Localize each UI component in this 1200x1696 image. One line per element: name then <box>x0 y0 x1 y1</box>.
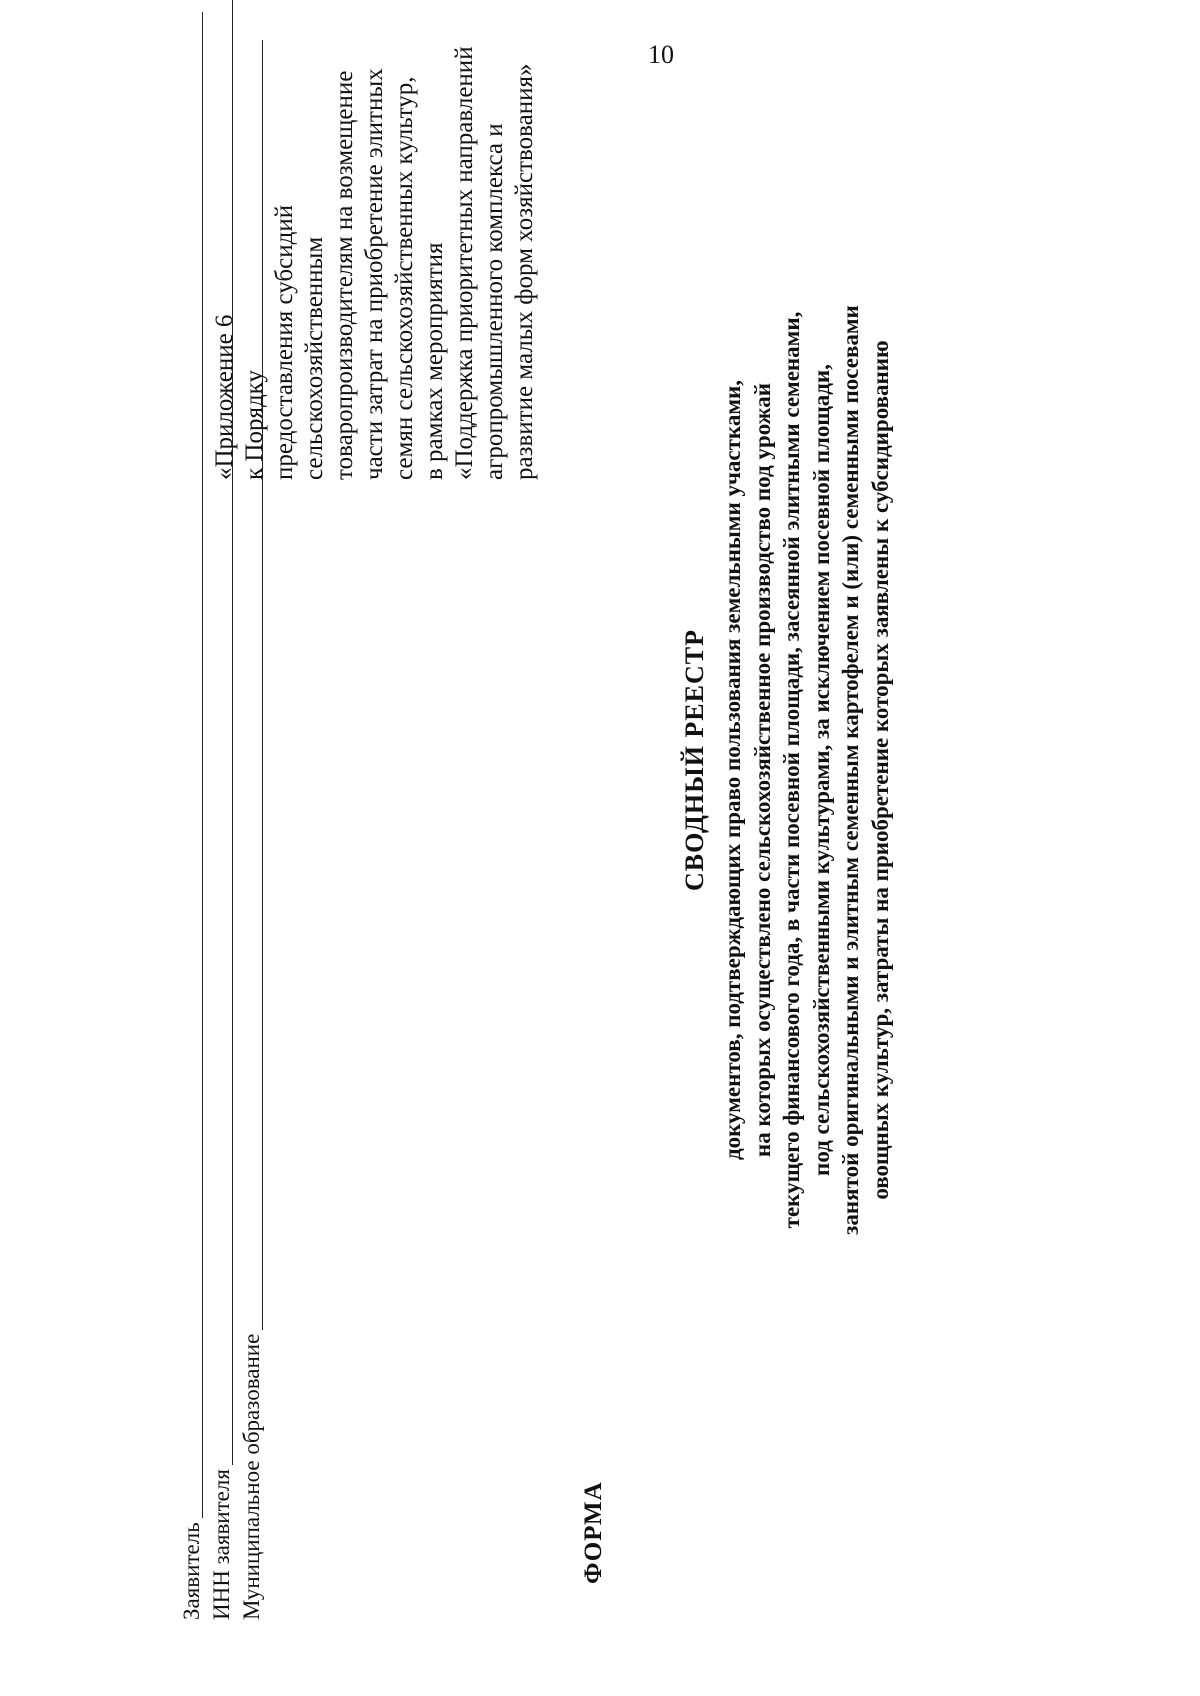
appendix-line: сельскохозяйственным <box>301 236 328 480</box>
appendix-line: к Порядку <box>241 370 268 480</box>
appendix-line: «Приложение 6 <box>211 314 238 480</box>
document-subtitle <box>718 30 895 1510</box>
page-number: 10 <box>648 40 674 69</box>
inn-label: ИНН заявителя <box>209 1469 234 1620</box>
appendix-line: в рамках мероприятия <box>421 242 448 480</box>
appendix-line: части затрат на приобретение элитных <box>361 68 388 480</box>
inn-field <box>210 0 233 1620</box>
applicant-field <box>180 12 203 1620</box>
subtitle-line: документов, подтверждающих право пользования земельными участками, <box>720 379 745 1161</box>
municipality-label: Муниципальное образование <box>239 1333 264 1620</box>
applicant-input-line[interactable] <box>184 12 203 1518</box>
subtitle-line: овощных культур, затраты на приобретение которых заявлены к субсидированию <box>867 340 893 1200</box>
appendix-line: «Поддержка приоритетных направлений <box>451 46 478 480</box>
applicant-label: Заявитель <box>179 1522 204 1620</box>
subtitle-line: занятой оригинальными и элитным семенным картофелем и (или) семенными посевами <box>838 305 863 1235</box>
appendix-line: агропромышленного комплекса и <box>481 123 508 480</box>
subtitle-line: под сельскохозяйственными культурами, за исключением посевной площади, <box>808 364 834 1176</box>
appendix-line: предоставления субсидий <box>271 204 298 480</box>
appendix-line: развитие малых форм хозяйствования» <box>511 63 538 480</box>
subtitle-line: на которых осуществлено сельскохозяйственное производство под урожай <box>749 382 775 1158</box>
appendix-line: семян сельскохозяйственных культур, <box>391 76 418 480</box>
inn-input-line[interactable] <box>214 0 233 1465</box>
form-label: ФОРМА <box>580 1481 607 1584</box>
municipality-field <box>240 40 263 1620</box>
landscape-content <box>170 20 1200 1620</box>
municipality-input-line[interactable] <box>244 40 263 1330</box>
subtitle-line: текущего финансового года, в части посевной площади, засеянной элитными семенами, <box>779 311 804 1229</box>
document-title: СВОДНЫЙ РЕЕСТР <box>680 629 709 891</box>
appendix-line: товаропроизводителям на возмещение <box>331 70 358 480</box>
